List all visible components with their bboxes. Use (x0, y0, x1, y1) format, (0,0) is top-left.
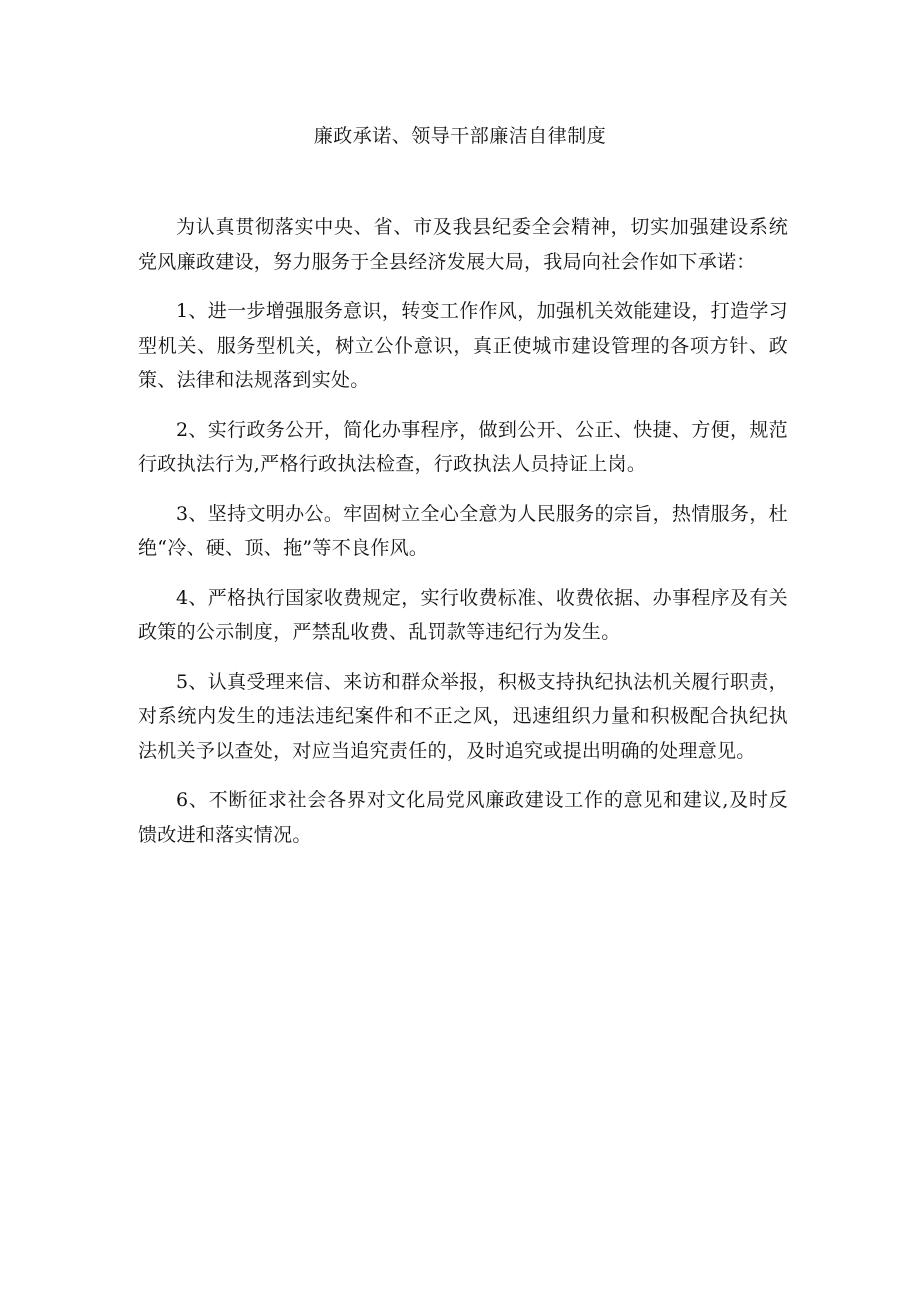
commitment-item-3: 3、坚持文明办公。牢固树立全心全意为人民服务的宗旨，热情服务，杜绝“冷、硬、顶、拖”等不良作风。 (138, 502, 788, 559)
intro-paragraph: 为认真贯彻落实中央、省、市及我县纪委全会精神，切实加强建设系统党风廉政建设，努力服务于全县经济发展大局，我局向社会作如下承诺： (138, 216, 788, 273)
commitment-item-4: 4、严格执行国家收费规定，实行收费标准、收费依据、办事程序及有关政策的公示制度，严禁乱收费、乱罚款等违纪行为发生。 (138, 586, 788, 643)
commitment-item-6: 6、不断征求社会各界对文化局党风廉政建设工作的意见和建议,及时反馈改进和落实情况。 (138, 789, 788, 846)
commitment-item-2: 2、实行政务公开，简化办事程序，做到公开、公正、快捷、方便，规范行政执法行为,严格行政执法检查，行政执法人员持证上岗。 (138, 418, 788, 475)
document-title: 廉政承诺、领导干部廉洁自律制度 (313, 125, 607, 147)
commitment-item-5: 5、认真受理来信、来访和群众举报，积极支持执纪执法机关履行职责，对系统内发生的违法违纪案件和不正之风，迅速组织力量和积极配合执纪执法机关予以查处，对应当追究责任的，及时追究或提出明确的处理意见。 (138, 670, 788, 762)
commitment-item-1: 1、进一步增强服务意识，转变工作作风，加强机关效能建设，打造学习型机关、服务型机关，树立公仆意识，真正使城市建设管理的各项方针、政策、法律和法规落到实处。 (138, 300, 788, 391)
document-body (138, 210, 788, 867)
